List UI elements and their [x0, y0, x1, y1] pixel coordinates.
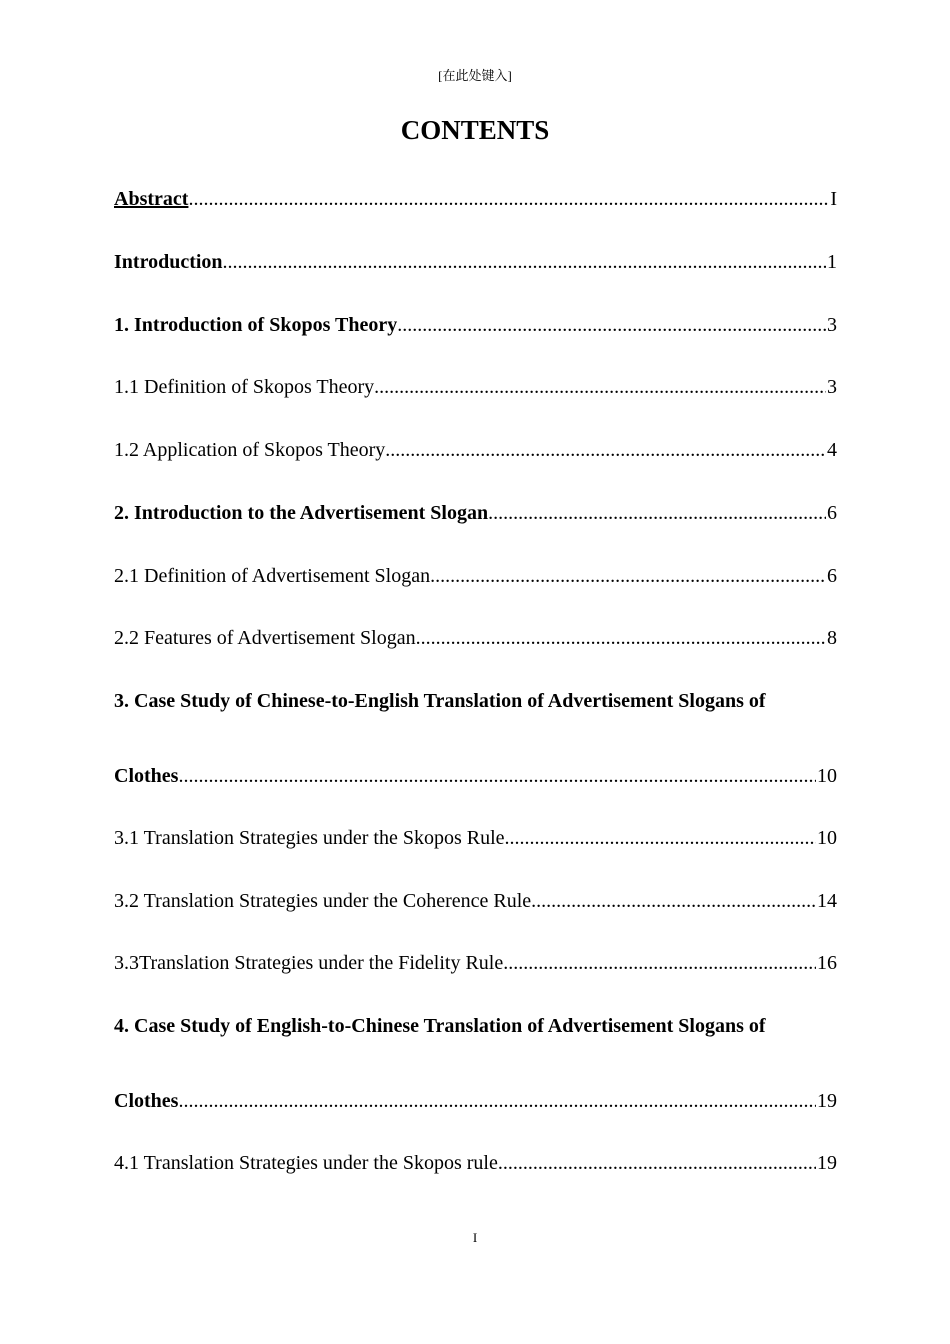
- toc-entry-label: Abstract: [114, 188, 189, 210]
- toc-entry-label: 3.2 Translation Strategies under the Coherence Rule: [114, 890, 532, 912]
- toc-entry-chapter-4-line1[interactable]: [114, 1013, 837, 1039]
- toc-entry-section-3-2[interactable]: [114, 888, 837, 914]
- toc-leader-dots: [178, 1088, 816, 1114]
- toc-entry-page: 1: [827, 251, 837, 273]
- toc-entry-label: 3. Case Study of Chinese-to-English Translation of Advertisement Slogans of: [114, 690, 766, 712]
- toc-entry-introduction[interactable]: [114, 249, 837, 275]
- toc-leader-dots: [374, 374, 826, 400]
- toc-leader-dots: [223, 249, 826, 275]
- toc-entry-label: 4.1 Translation Strategies under the Skopos rule: [114, 1152, 498, 1174]
- toc-leader-dots: [430, 563, 826, 589]
- toc-entry-label: 4. Case Study of English-to-Chinese Translation of Advertisement Slogans of: [114, 1015, 766, 1037]
- toc-entry-section-4-1[interactable]: [114, 1150, 837, 1176]
- toc-entry-section-3-3[interactable]: [114, 950, 837, 976]
- toc-entry-page: 6: [827, 565, 837, 587]
- toc-entry-page: 14: [817, 890, 837, 912]
- toc-leader-dots: [498, 1150, 816, 1176]
- toc-entry-chapter-4-line2[interactable]: [114, 1088, 837, 1114]
- page-title: CONTENTS: [400, 115, 550, 145]
- toc-entry-chapter-3-line2[interactable]: [114, 763, 837, 789]
- toc-leader-dots: [505, 825, 816, 851]
- toc-entry-section-2-2[interactable]: [114, 625, 837, 651]
- toc-entry-label: Clothes: [114, 765, 179, 787]
- toc-entry-label: 2.2 Features of Advertisement Slogan: [114, 627, 416, 649]
- toc-entry-page: 6: [827, 502, 837, 524]
- toc-leader-dots: [503, 950, 816, 976]
- toc-entry-label: Introduction: [114, 251, 223, 273]
- toc-entry-section-2-1[interactable]: [114, 563, 837, 589]
- toc-entry-label: 1. Introduction of Skopos Theory: [114, 314, 398, 336]
- toc-entry-label: Clothes: [114, 1090, 179, 1112]
- toc-entry-chapter-1[interactable]: [114, 312, 837, 338]
- header-placeholder: [在此处键入]: [438, 68, 512, 83]
- toc-leader-dots: [488, 500, 826, 526]
- toc-entry-page: 19: [817, 1090, 837, 1112]
- footer-page-number: I: [472, 1230, 478, 1245]
- toc-leader-dots: [188, 186, 829, 212]
- toc-entry-section-1-1[interactable]: [114, 374, 837, 400]
- toc-leader-dots: [397, 312, 826, 338]
- toc-leader-dots: [178, 763, 816, 789]
- toc-entry-chapter-3-line1[interactable]: [114, 688, 837, 714]
- toc-entry-chapter-2[interactable]: [114, 500, 837, 526]
- toc-entry-label: 3.1 Translation Strategies under the Skopos Rule: [114, 827, 505, 849]
- toc-entry-label: 2. Introduction to the Advertisement Slogan: [114, 502, 489, 524]
- toc-entry-page: 19: [817, 1152, 837, 1174]
- toc-entry-page: 10: [817, 765, 837, 787]
- toc-entry-section-3-1[interactable]: [114, 825, 837, 851]
- toc-entry-page: 16: [817, 952, 837, 974]
- toc-entry-page: 10: [817, 827, 837, 849]
- toc-entry-page: I: [830, 188, 837, 210]
- toc-entry-label: 1.2 Application of Skopos Theory: [114, 439, 386, 461]
- toc-leader-dots: [531, 888, 816, 914]
- toc-entry-label: 3.3Translation Strategies under the Fidelity Rule: [114, 952, 504, 974]
- toc-leader-dots: [416, 625, 826, 651]
- toc-entry-page: 3: [827, 376, 837, 398]
- toc-entry-section-1-2[interactable]: [114, 437, 837, 463]
- toc-entry-page: 4: [827, 439, 837, 461]
- toc-entry-page: 8: [827, 627, 837, 649]
- toc-entry-page: 3: [827, 314, 837, 336]
- toc-entry-abstract[interactable]: [114, 186, 837, 212]
- toc-leader-dots: [385, 437, 826, 463]
- toc-entry-label: 1.1 Definition of Skopos Theory: [114, 376, 375, 398]
- toc-entry-label: 2.1 Definition of Advertisement Slogan: [114, 565, 431, 587]
